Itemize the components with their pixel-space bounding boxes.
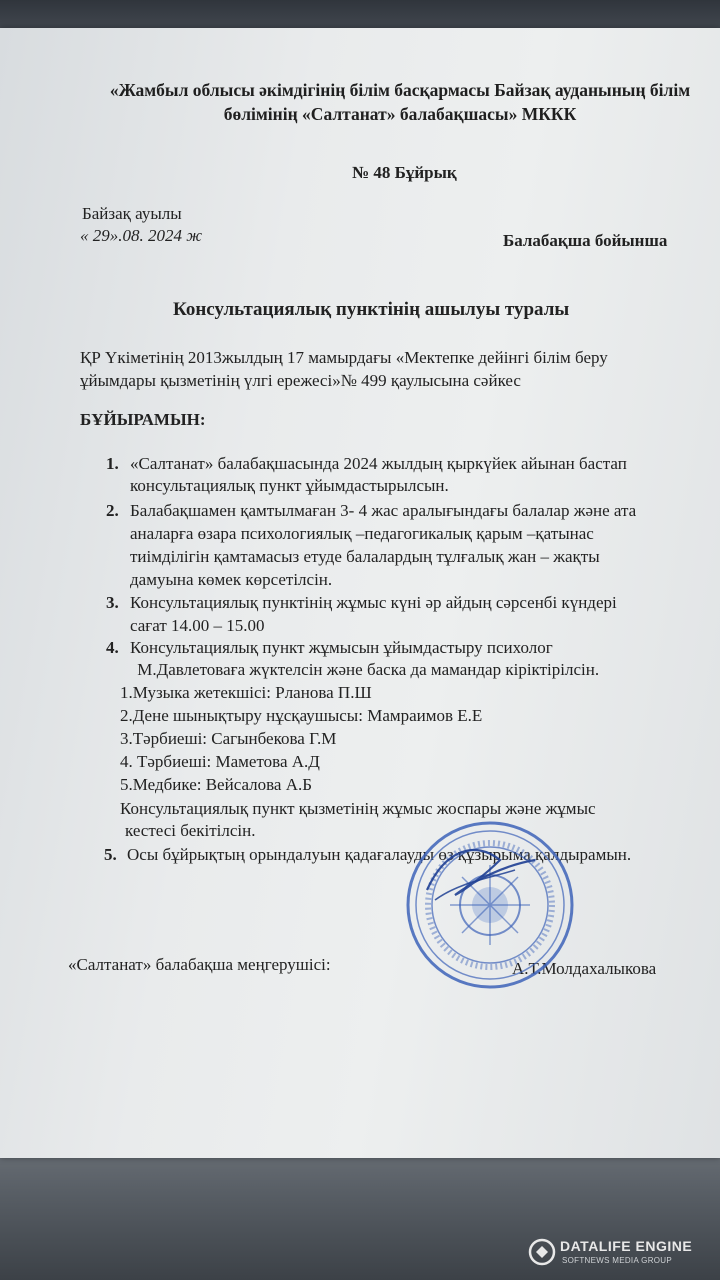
item-number: 5.: [104, 845, 117, 864]
staff-member: 1.Музыка жетекшісі: Рланова П.Ш: [120, 683, 372, 702]
plan-note-line-1: Консультациялық пункт қызметінің жұмыс жоспары және жұмыс: [120, 799, 596, 818]
item-4-line-2: М.Давлетоваға жүктелсін және баска да мамандар кірiктiрiлсiн.: [133, 660, 600, 679]
watermark-subtitle: SOFTNEWS MEDIA GROUP: [562, 1256, 673, 1265]
item-3-line-2: сағат 14.00 – 15.00: [130, 616, 265, 635]
staff-member: 2.Дене шынықтыру нұсқаушысы: Мамраимов Е.Е: [120, 706, 483, 725]
staff-member: 5.Медбике: Вейсалова А.Б: [120, 775, 313, 794]
item-number: 3.: [106, 593, 119, 612]
item-number: 1.: [106, 454, 119, 473]
preamble-line-1: ҚР Үкіметінің 2013жылдың 17 мамырдағы «Мектепке дейінгі білім беру: [80, 348, 608, 367]
item-number: 2.: [106, 501, 119, 520]
staff-member: 3.Тәрбиеші: Сагынбекова Г.М: [120, 729, 337, 748]
order-number: № 48 Бұйрық: [352, 163, 457, 182]
item-2-line-4: дамуына көмек көрсетілсін.: [130, 570, 333, 589]
item-1-line-2: консультациялық пункт ұйымдастырылсын.: [130, 476, 449, 495]
document-page: [0, 28, 720, 1158]
location-note: Балабақша бойынша: [503, 231, 668, 250]
preamble-line-2: ұйымдары қызметінің үлгі ережесі»№ 499 қаулысына сәйкес: [80, 371, 521, 390]
item-2-line-1: Балабақшамен қамтылмаған 3- 4 жас аралығындағы балалар және ата: [130, 501, 637, 520]
item-2-line-3: тиімділігін қамтамасыз етуде балалардың тұлғалық жан – жақты: [130, 547, 600, 566]
header-line-2: бөлімінің «Салтанат» балабақшасы» МККК: [223, 104, 577, 124]
item-5-line-1: Осы бұйрықтың орындалуын қадағалауды өз құзырыма қалдырамын.: [127, 845, 632, 864]
staff-member: 4. Тәрбиеші: Маметова А.Д: [120, 752, 320, 771]
document-title: Консультациялық пунктінің ашылуы туралы: [173, 299, 570, 320]
signature-role: «Салтанат» балабақша меңгерушісі:: [68, 955, 331, 974]
item-1-line-1: «Салтанат» балабақшасында 2024 жылдың қыркүйек айынан бастап: [130, 454, 627, 473]
place-name: Байзақ ауылы: [82, 204, 182, 223]
item-3-line-1: Консультациялық пунктінің жұмыс күні әр айдың сәрсенбі күндері: [130, 593, 617, 612]
order-date: « 29».08. 2024 ж: [80, 226, 203, 245]
item-number: 4.: [106, 638, 119, 657]
watermark-name: DATALIFE ENGINE: [560, 1238, 693, 1254]
plan-note-line-2: кестесі бекітілсін.: [125, 821, 256, 840]
header-line-1: «Жамбыл облысы әкімдігінің білім басқармасы Байзақ ауданының білім: [109, 80, 691, 100]
directive-heading: БҰЙЫРАМЫН:: [80, 410, 206, 429]
item-2-line-2: аналарға өзара психологиялық –педагогикалық қарым –қатынас: [130, 524, 594, 543]
official-seal: [405, 820, 575, 990]
item-4-line-1: Консультациялық пункт жұмысын ұйымдастыру психолог: [130, 638, 553, 657]
signature-name: А.Т.Молдахалыкова: [512, 959, 657, 978]
